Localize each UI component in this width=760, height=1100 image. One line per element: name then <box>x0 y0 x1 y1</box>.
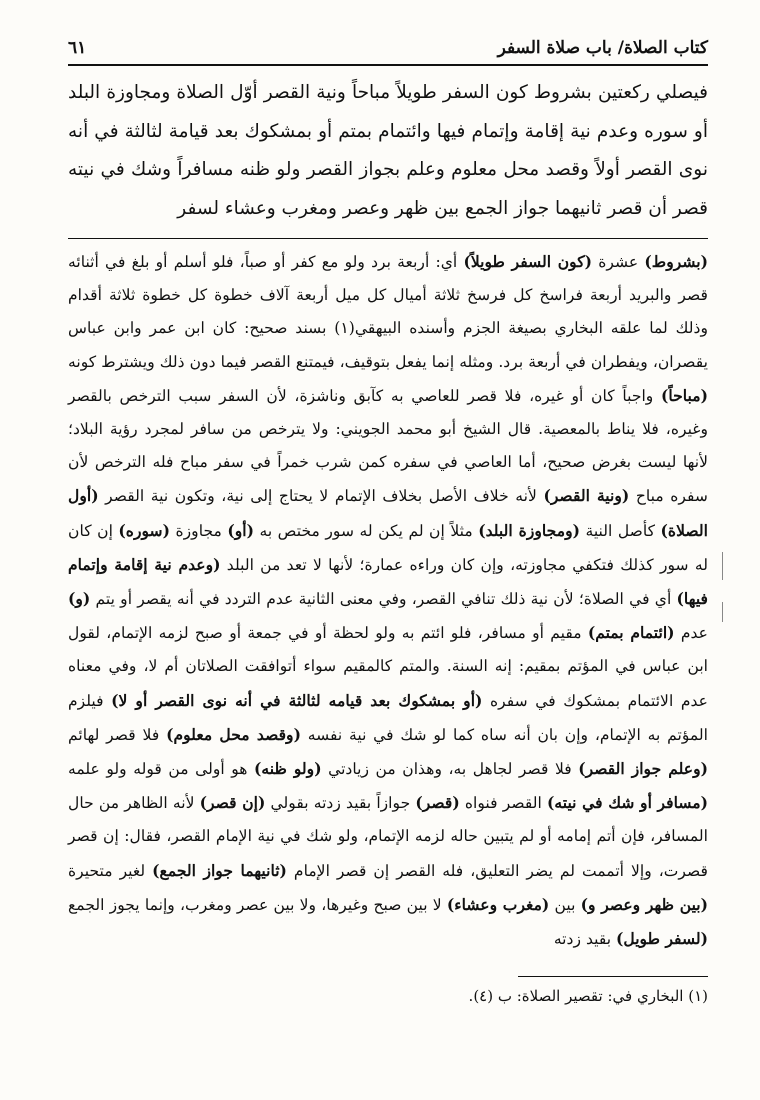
commentary-segment: لأنه الظاهر من حال المسافر، فإن أتم إمامه أو لم يتبين حاله لزمه الإتمام، ولو شك في نية الإمام القصر، فقال: إن قصر قصرت، وإلا أتممت لم يضر التعليق، فله القصر إن قصر الإمام <box>68 794 708 880</box>
footnote-rule <box>518 976 708 977</box>
commentary-segment: لغير متحيرة <box>68 861 153 880</box>
commentary-segment: لا بين صبح وغيرها، ولا بين عصر ومغرب، وإنما يجوز الجمع <box>68 895 447 914</box>
commentary-segment: إن كان له سور كذلك فتكفي مجاوزته، وإن كان وراءه عمارة؛ لأنها لا تعد من البلد <box>68 521 708 574</box>
lemma-quote: (مغرب وعشاء) <box>446 894 550 914</box>
lemma-quote: (وعدم نية إقامة وإتمام فيها) <box>68 554 708 609</box>
commentary-segment: بين <box>549 895 581 914</box>
commentary-segment: فيلزم المؤتم به الإتمام، وإن بان أنه ساه كما لو شك في نية نفسه <box>68 691 708 744</box>
commentary-segment: مثلاً إن لم يكن له سور مختص به <box>254 521 479 540</box>
lemma-quote: (ائتمام بمتم) <box>587 623 675 643</box>
commentary-segment: أي: أربعة برد ولو مع كفر أو صباً، فلو أسلم أو بلغ في أثنائه قصر والبريد أربعة فراسخ كل فرسخ ثلاثة أميال كل ميل أربعة آلاف خطوة كل خطوة ثلاثة أقدام وذلك لما علقه البخاري بصيغة الجزم وأسنده البيهقي(١) بسند صحيح: كان ابن عمر وابن عباس يقصران، ويفطران في أربعة برد. ومثله إنما يفعل بتوقيف، فيمتنع القصر فيما دون ذلك ويشترط كونه <box>68 253 708 371</box>
margin-mark <box>722 552 723 580</box>
commentary-segment: فلا قصر لجاهل به، وهذان من زيادتي <box>321 760 579 779</box>
lemma-quote: (ونية القصر) <box>543 486 630 506</box>
lemma-quote: (ثانيهما جواز الجمع) <box>152 860 287 880</box>
commentary-segment: جوازاً بقيد زدته بقولي <box>265 794 416 813</box>
lemma-quote: (ولو ظنه) <box>254 759 322 779</box>
main-text: فيصلي ركعتين بشروط كون السفر طويلاً مباحاً ونية القصر أوّل الصلاة ومجاوزة البلد أو سوره وعدم نية إقامة وإتمام فيها وائتمام بمتم أو بمشكوك بعد قيامة لثالثة في أنه نوى القصر أولاً وقصد محل معلوم وعلم بجواز القصر ولو ظنه مسافراً وشك في نيته قصر أن قصر ثانيهما جواز الجمع بين ظهر وعصر ومغرب وعشاء لسفر <box>68 82 708 219</box>
lemma-quote: (كون السفر طويلاً) <box>463 252 593 271</box>
commentary-segment: مقيم أو مسافر، فلو ائتم به ولو لحظة أو في جمعة أو صبح لزمه الإتمام، لقول ابن عباس في المؤتم بمقيم: إنه السنة. والمتم كالمقيم سواء أتوافقت الصلاتان أم لا، وفي معناه عدم الائتمام بمشكوك في سفره <box>68 624 708 710</box>
lemma-quote: (أو) <box>227 520 254 540</box>
margin-mark <box>722 602 723 622</box>
lemma-quote: (قصر) <box>415 793 460 813</box>
lemma-quote: (لسفر طويل) <box>616 929 708 949</box>
lemma-quote: (أو بمشكوك بعد قيامه لثالثة في أنه نوى القصر أو لا) <box>111 690 483 710</box>
page-number: ٦١ <box>68 38 87 58</box>
lemma-quote: (بشروط) <box>644 252 708 271</box>
lemma-quote: (سوره) <box>118 520 170 540</box>
commentary-segment: هو أولى من قوله ولو علمه <box>68 760 255 779</box>
commentary-divider <box>68 238 708 239</box>
lemma-quote: (أول الصلاة) <box>68 486 708 540</box>
header-title: كتاب الصلاة/ باب صلاة السفر <box>497 38 708 58</box>
commentary-segment: عشرة <box>592 253 645 271</box>
lemma-quote: (وقصد محل معلوم) <box>166 724 301 744</box>
commentary-segment: واجباً كان أو غيره، فلا قصر للعاصي به كآبق وناشزة، لأن السفر سبب الترخص بالقصر وغيره، فلا يناط بالمعصية. قال الشيخ أبو محمد الجويني: ولا يترخص من سافر لمجرد رؤية البلاد؛ لأنها ليست بغرض صحيح، أما العاصي في سفره كمن شرب خمراً في سفر مباح فله الترخص لأن سفره مباح <box>68 386 708 506</box>
commentary-segment: عدم <box>674 624 708 643</box>
lemma-quote: (مسافر أو شك في نيته) <box>547 793 708 813</box>
commentary-segment: بقيد زدته <box>553 930 617 949</box>
lemma-quote: (مباحاً) <box>661 385 708 405</box>
commentary-segment: مجاوزة <box>169 521 228 540</box>
lemma-quote: (ومجاوزة البلد) <box>478 520 580 540</box>
commentary-segment: كأصل النية <box>579 521 661 540</box>
commentary-text <box>68 245 708 956</box>
commentary-segment: فلا قصر لهائم <box>68 725 167 744</box>
commentary-segment: القصر فنواه <box>459 794 548 813</box>
commentary-segment: لأنه خلاف الأصل بخلاف الإتمام لا يحتاج إلى نية، وتكون نية القصر <box>98 487 544 506</box>
lemma-quote: (إن قصر) <box>199 793 266 813</box>
lemma-quote: (وعلم جواز القصر) <box>578 759 708 779</box>
running-header <box>68 38 708 62</box>
lemma-quote: (بين ظهر وعصر و) <box>580 894 708 914</box>
footnote: (١) البخاري في: تقصير الصلاة: ب (٤). <box>468 987 708 1006</box>
commentary-segment: أي في الصلاة؛ لأن نية ذلك تنافي القصر، وفي معنى الثانية عدم التردد في أنه يقصر أو يتم <box>90 590 677 609</box>
header-rule <box>68 64 708 66</box>
book-page <box>68 38 708 1009</box>
lemma-quote: (و) <box>68 589 91 609</box>
